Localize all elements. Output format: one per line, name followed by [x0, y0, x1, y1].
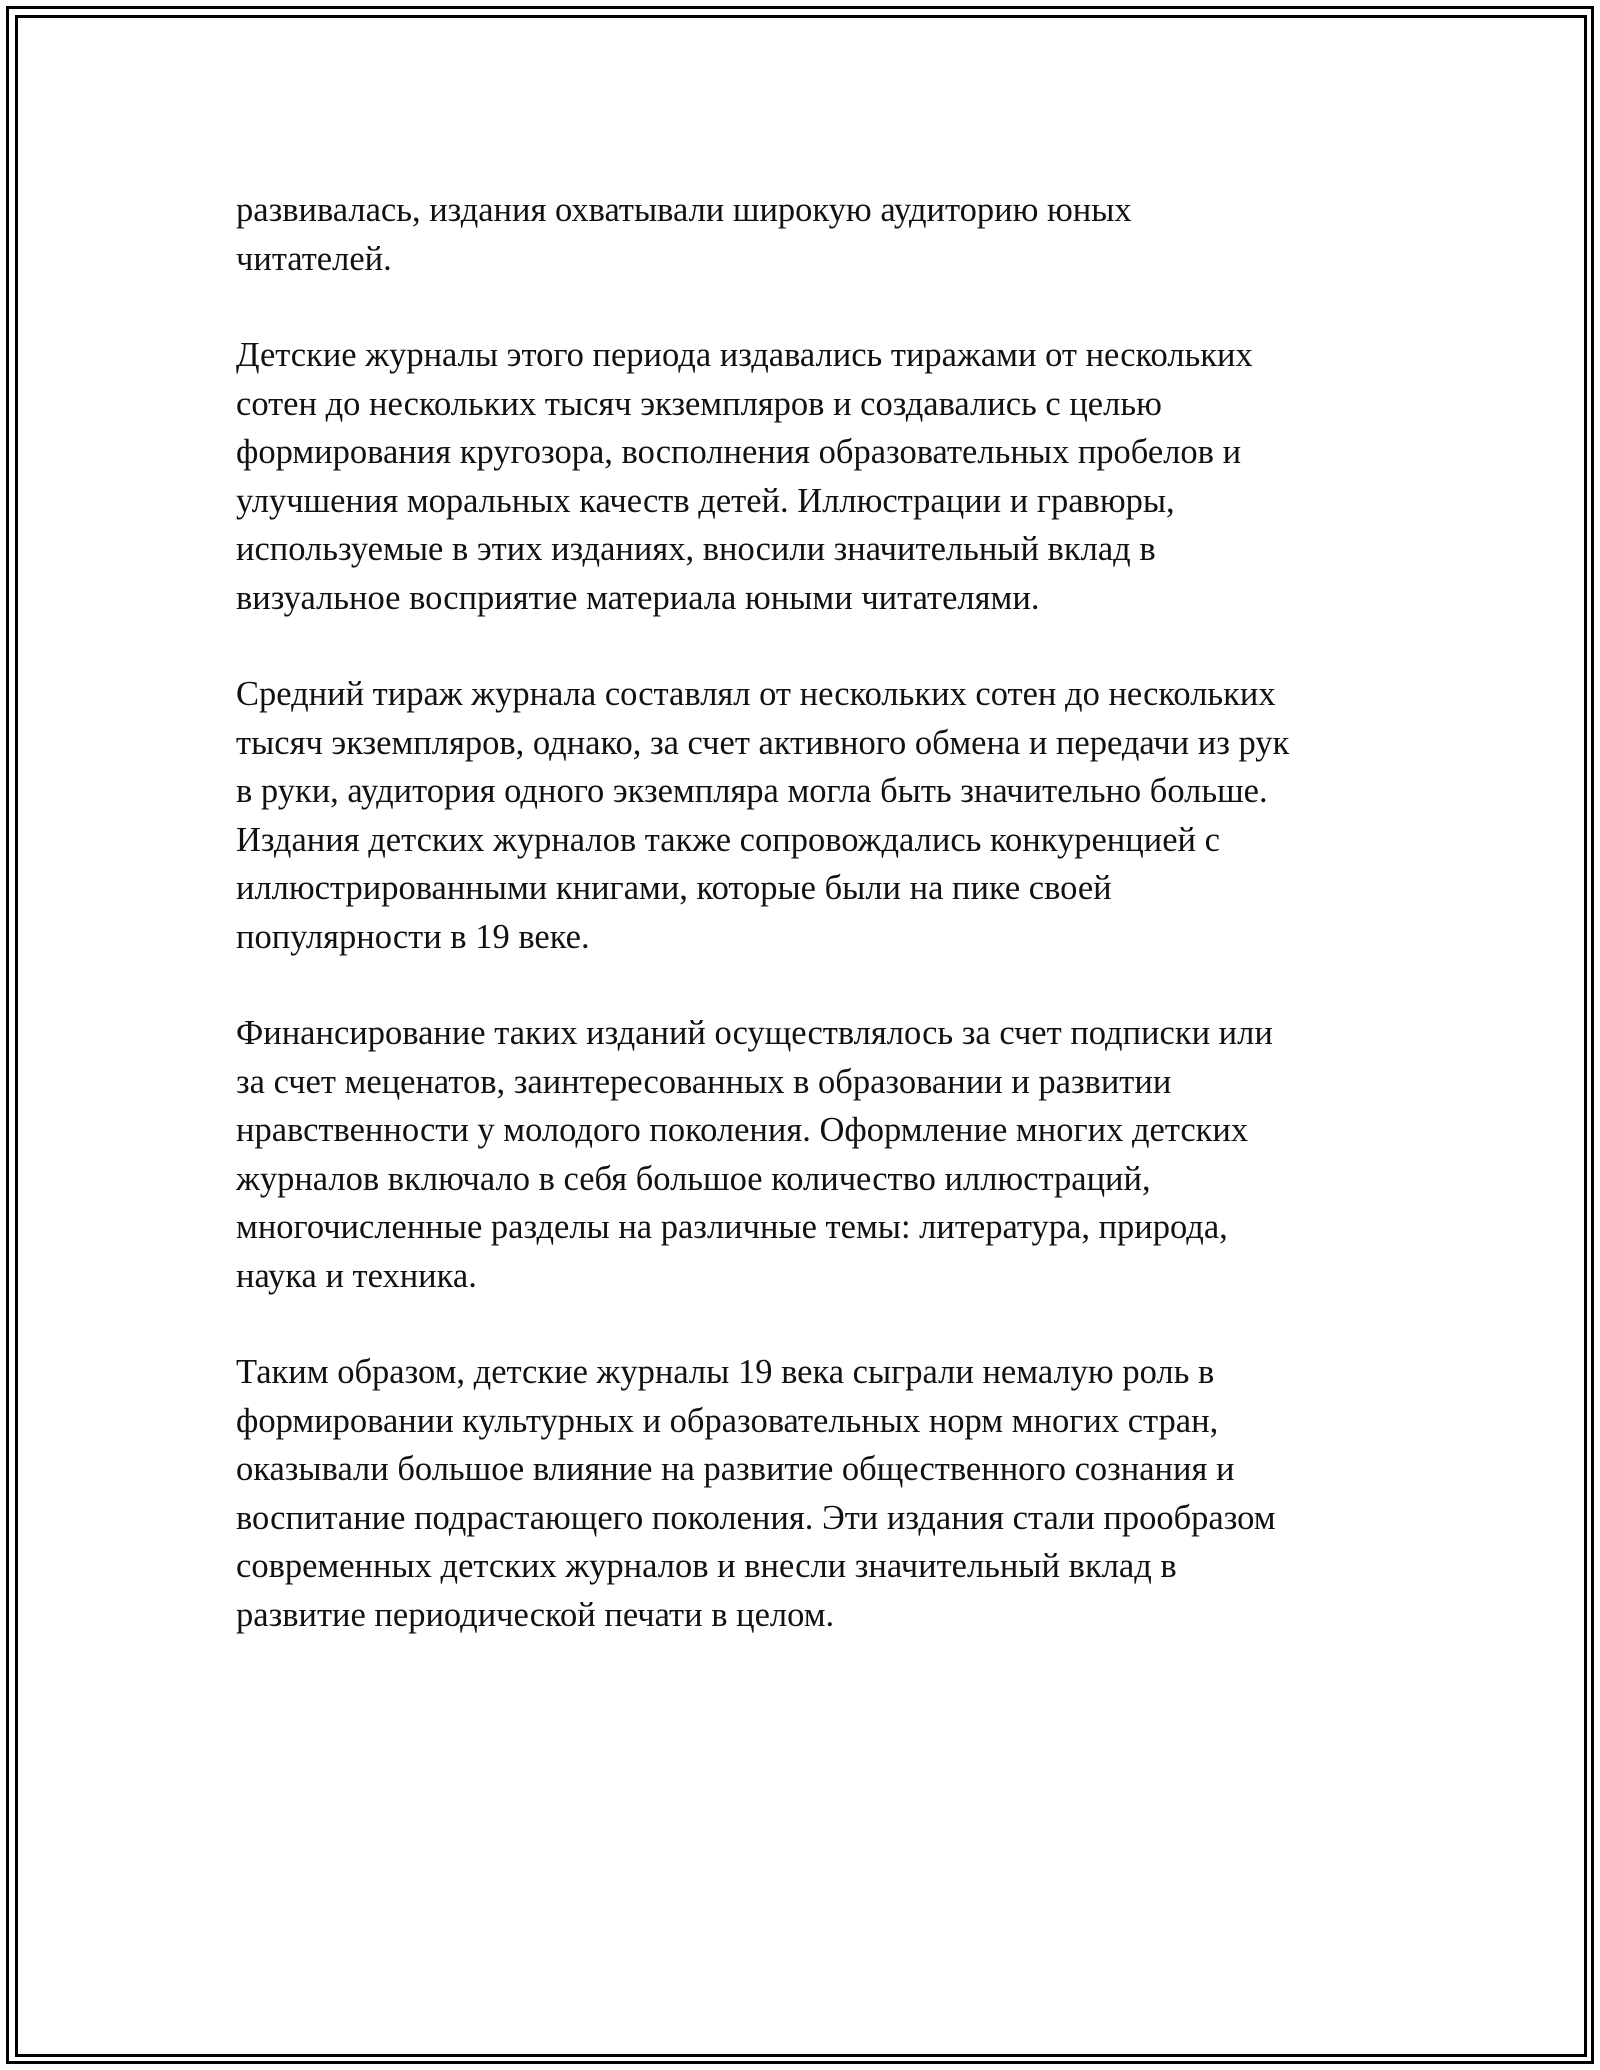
text-line: Таким образом, детские журналы 19 века сыграли немалую роль в — [236, 1353, 1215, 1391]
text-line: развитие периодической печати в целом. — [236, 1595, 835, 1634]
document-body — [236, 186, 1376, 1687]
text-line: читателей. — [236, 239, 392, 278]
text-line: Финансирование таких изданий осуществлялось за счет подписки или — [236, 1014, 1273, 1052]
text-line: Средний тираж журнала составлял от нескольких сотен до нескольких — [236, 675, 1276, 713]
text-line: Детские журналы этого периода издавались тиражами от нескольких — [236, 336, 1253, 374]
text-line: оказывали большое влияние на развитие общественного сознания и — [236, 1450, 1235, 1488]
text-line: используемые в этих изданиях, вносили значительный вклад в — [236, 530, 1156, 568]
text-line: формировании культурных и образовательных норм многих стран, — [236, 1401, 1219, 1440]
text-line: иллюстрированными книгами, которые были на пике своей — [236, 869, 1112, 907]
text-line: в руки, аудитория одного экземпляра могла быть значительно больше. — [236, 772, 1268, 810]
text-line: популярности в 19 веке. — [236, 917, 590, 956]
text-line: сотен до нескольких тысяч экземпляров и создавались с целью — [236, 384, 1162, 423]
text-line: наука и техника. — [236, 1256, 477, 1295]
paragraph-2 — [236, 331, 1376, 622]
text-line: формирования кругозора, восполнения образовательных пробелов и — [236, 433, 1242, 471]
paragraph-4 — [236, 1009, 1376, 1300]
text-line: визуальное восприятие материала юными читателями. — [236, 578, 1040, 617]
text-line: воспитание подрастающего поколения. Эти издания стали прообразом — [236, 1498, 1276, 1537]
text-line: улучшения моральных качеств детей. Иллюстрации и гравюры, — [236, 481, 1175, 520]
text-line: тысяч экземпляров, однако, за счет активного обмена и передачи из рук — [236, 723, 1290, 762]
text-line: за счет меценатов, заинтересованных в образовании и развитии — [236, 1062, 1172, 1101]
text-line: Издания детских журналов также сопровождались конкуренцией с — [236, 820, 1220, 859]
text-line: журналов включало в себя большое количество иллюстраций, — [236, 1159, 1151, 1198]
paragraph-1 — [236, 186, 1376, 283]
paragraph-3 — [236, 670, 1376, 961]
text-line: многочисленные разделы на различные темы: литература, природа, — [236, 1208, 1228, 1246]
paragraph-5 — [236, 1348, 1376, 1639]
text-line: нравственности у молодого поколения. Оформление многих детских — [236, 1111, 1249, 1149]
text-line: современных детских журналов и внесли значительный вклад в — [236, 1547, 1177, 1585]
text-line: развивалась, издания охватывали широкую аудиторию юных — [236, 191, 1132, 229]
